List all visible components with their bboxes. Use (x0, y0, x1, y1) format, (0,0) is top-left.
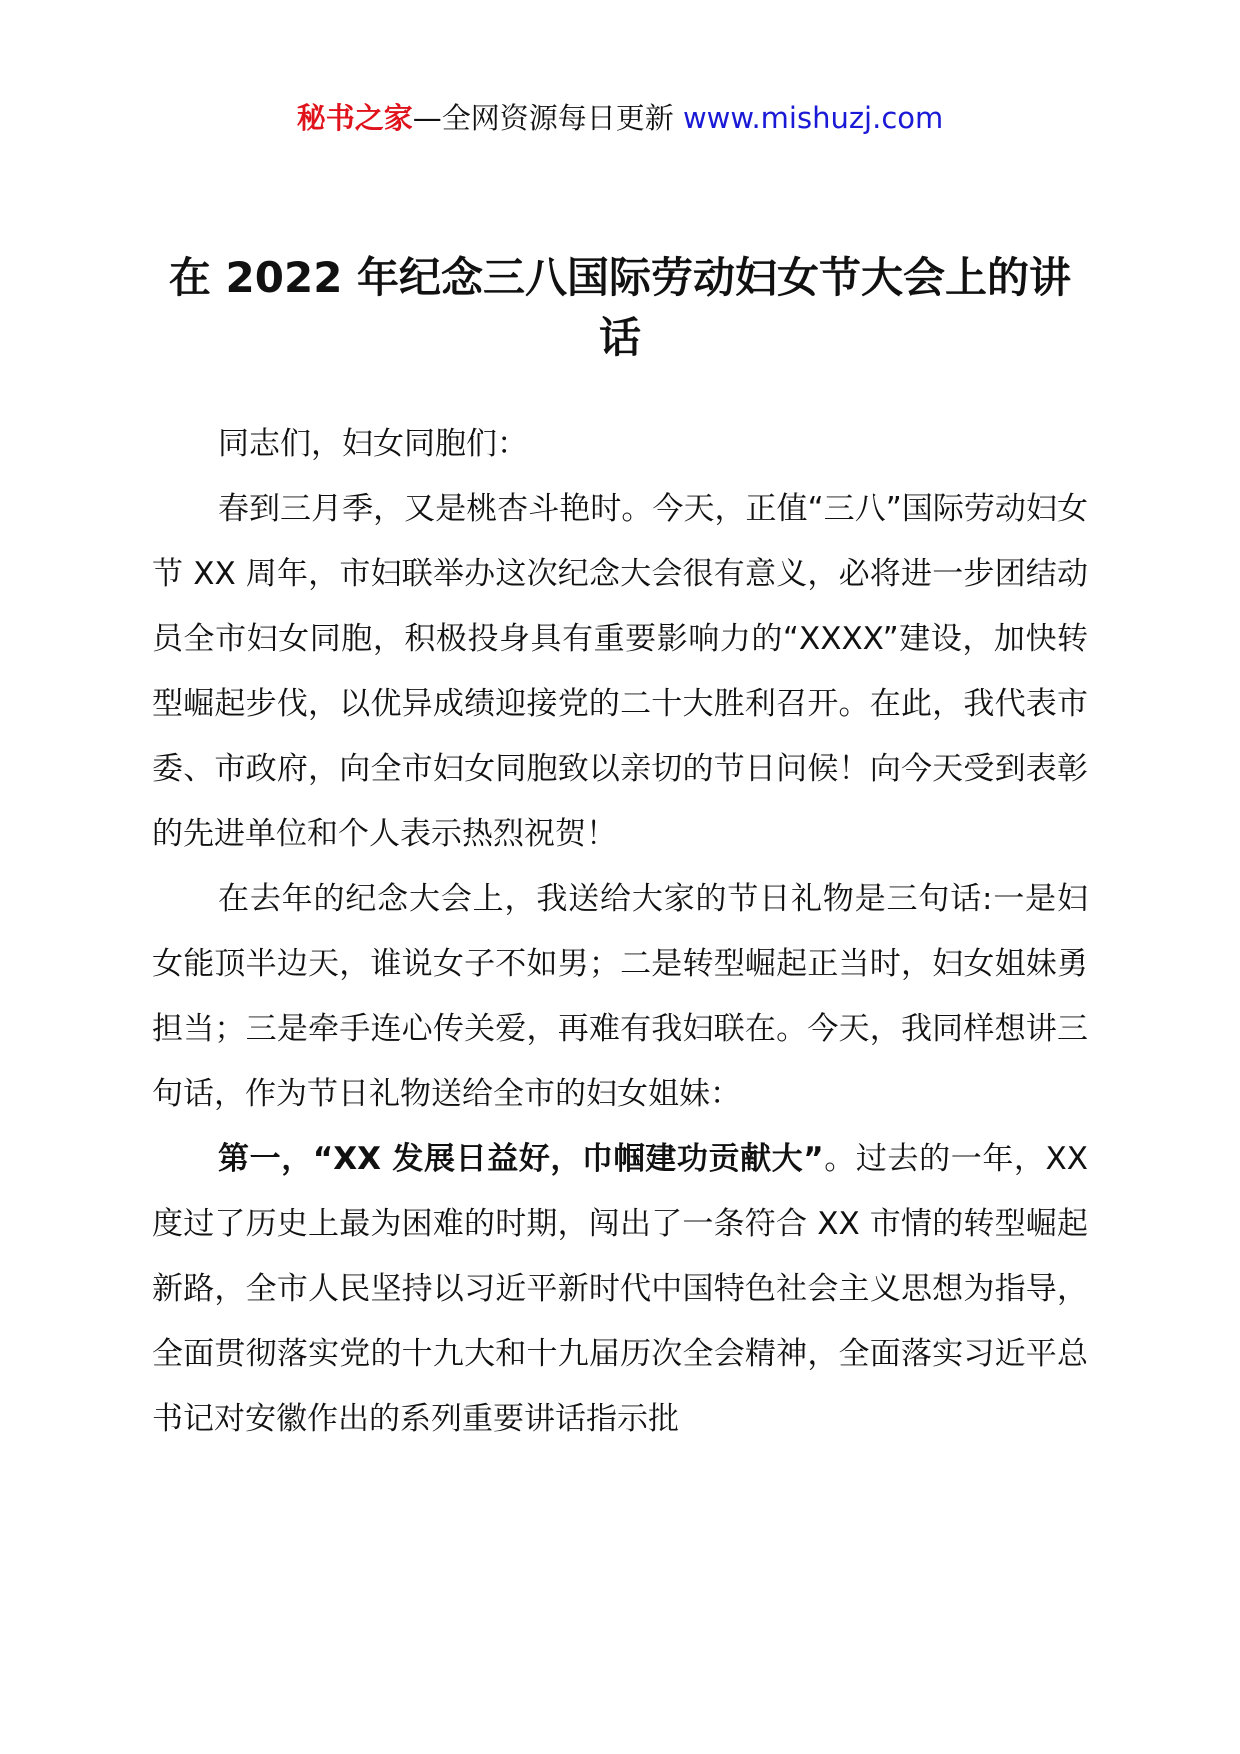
paragraph-2-text: 在去年的纪念大会上，我送给大家的节日礼物是三句话:一是妇女能顶半边天，谁说女子不如男；二是转型崛起正当时，妇女姐妹勇担当；三是牵手连心传关爱，再难有我妇联在。今天，我同样想讲三句话，作为节日礼物送给全市的妇女姐妹： (152, 881, 1088, 1112)
document-title: 在 2022 年纪念三八国际劳动妇女节大会上的讲话 (168, 253, 1072, 362)
paragraph-1 (152, 477, 1088, 867)
paragraph-3 (152, 1127, 1088, 1452)
document-body (152, 412, 1088, 1452)
paragraph-1-text: 春到三月季，又是桃杏斗艳时。今天，正值“三八”国际劳动妇女节 XX 周年，市妇联举办这次纪念大会很有意义，必将进一步团结动员全市妇女同胞，积极投身具有重要影响力的“XXXX”建设，加快转型崛起步伐，以优异成绩迎接党的二十大胜利召开。在此，我代表市委、市政府，向全市妇女同胞致以亲切的节日问候！向今天受到表彰的先进单位和个人表示热烈祝贺！ (152, 491, 1088, 852)
salutation: 同志们，妇女同胞们： (218, 426, 528, 462)
paragraph-3-text: 。过去的一年，XX 度过了历史上最为困难的时期，闯出了一条符合 XX 市情的转型崛起新路，全市人民坚持以习近平新时代中国特色社会主义思想为指导，全面贯彻落实党的十九大和十九届历次全会精神，全面落实习近平总书记对安徽作出的系列重要讲话指示批 (152, 1141, 1088, 1437)
header-tagline: —全网资源每日更新 (412, 101, 683, 135)
paragraph-3-lead: 第一，“XX 发展日益好，巾帼建功贡献大” (218, 1141, 824, 1177)
header-brand: 秘书之家 (296, 101, 413, 135)
paragraph-2 (152, 867, 1088, 1127)
header-url-link[interactable]: www.mishuzj.com (682, 101, 944, 135)
site-header (0, 98, 1240, 138)
